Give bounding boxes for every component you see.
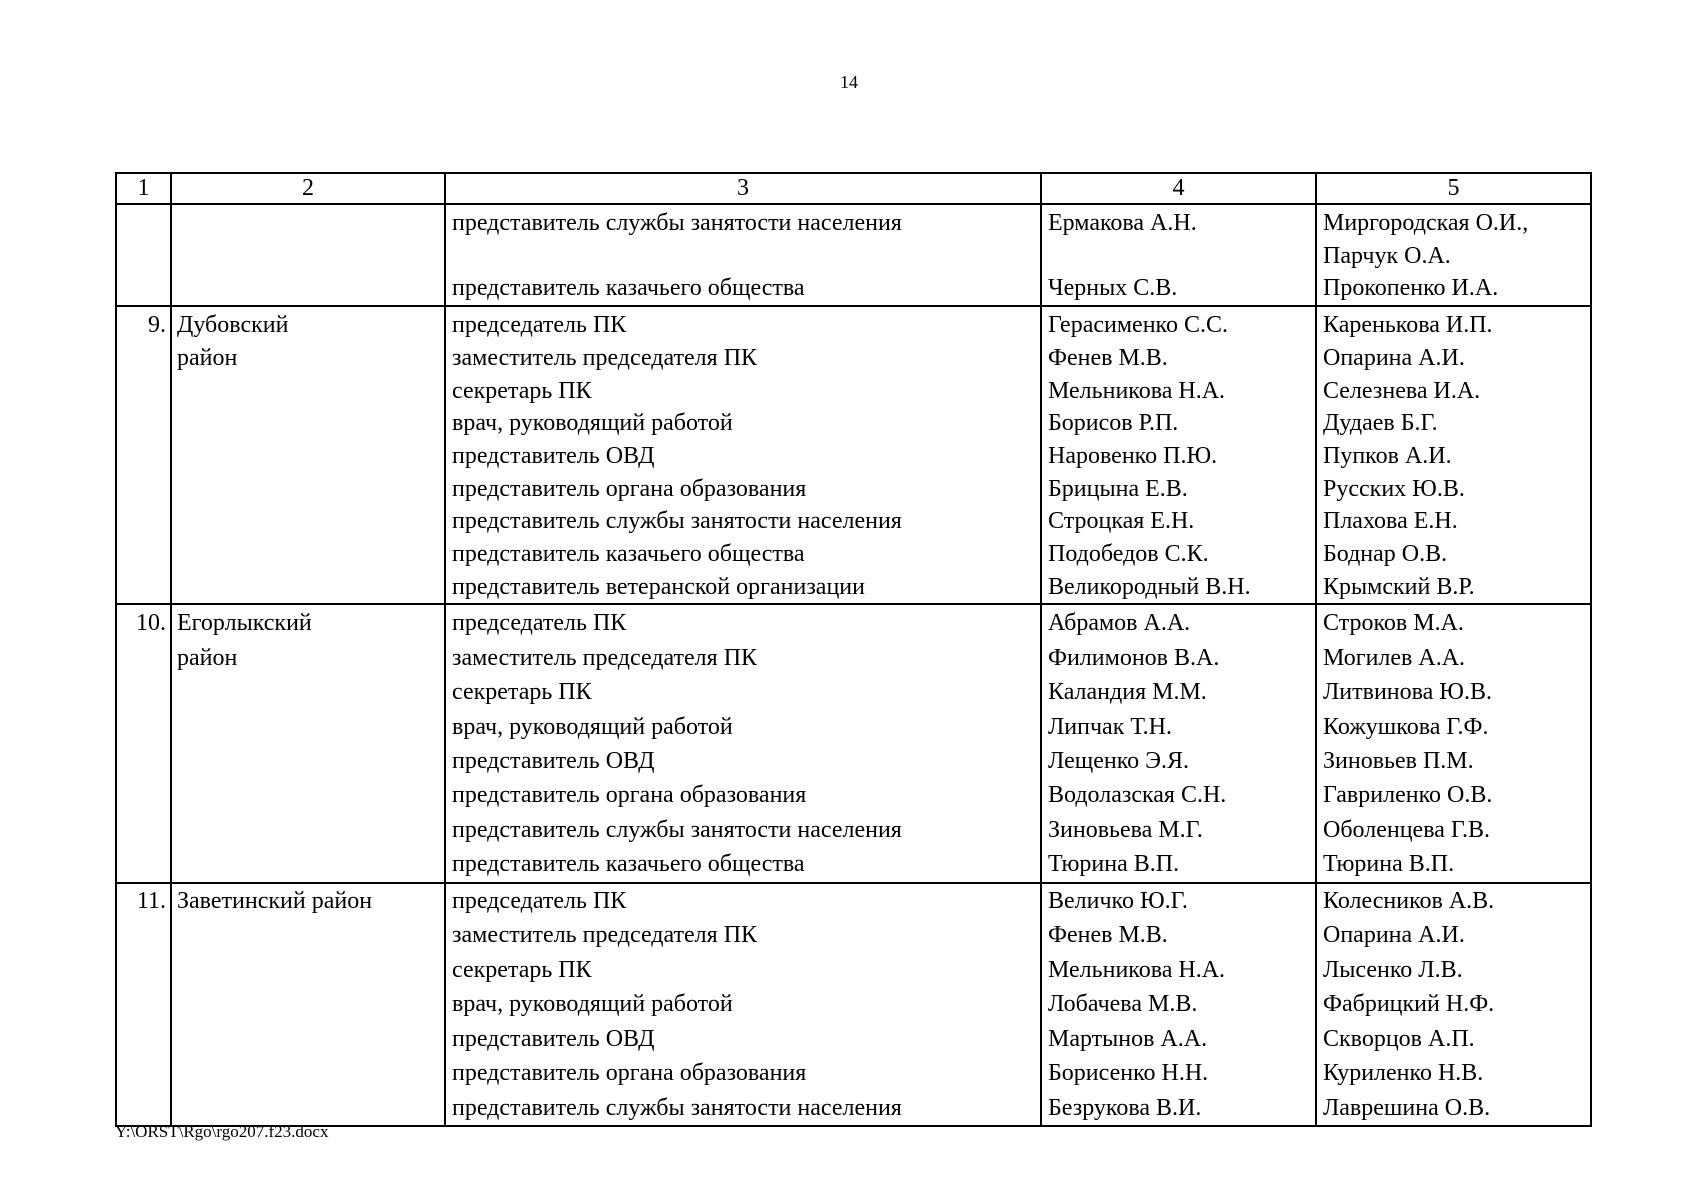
role-line: представитель казачьего общества xyxy=(452,541,805,568)
reserve-line: Опарина А.И. xyxy=(1323,344,1465,371)
role-line xyxy=(452,240,1040,273)
roles-cell xyxy=(445,604,1041,882)
role-line: представитель органа образования xyxy=(452,1060,807,1087)
member-line: Фенев М.В. xyxy=(1048,344,1168,371)
footer-file-path: Y:\ORST\Rgo\rgo207.f23.docx xyxy=(115,1122,329,1141)
member-line: Великородный В.Н. xyxy=(1048,573,1251,600)
member-line: Мартынов А.А. xyxy=(1048,1025,1208,1052)
district-line: район xyxy=(177,344,238,371)
table-row-continuation xyxy=(116,204,1591,306)
header-cell: 4 xyxy=(1041,173,1316,204)
member-line: Мельникова Н.А. xyxy=(1048,956,1226,983)
reserve-line: Могилев А.А. xyxy=(1323,644,1466,671)
member-line: Величко Ю.Г. xyxy=(1048,887,1188,914)
reserve-line: Пупков А.И. xyxy=(1323,442,1452,469)
role-line: представитель органа образования xyxy=(452,782,807,809)
role-line: представитель службы занятости населения xyxy=(452,1094,902,1121)
role-line: секретарь ПК xyxy=(452,377,592,404)
member-line: Каландия М.М. xyxy=(1048,679,1207,706)
reserve-line: Миргородская О.И., xyxy=(1323,210,1529,236)
role-line: представитель казачьего общества xyxy=(452,851,805,878)
member-line: Черных С.В. xyxy=(1048,275,1178,302)
role-line: представитель службы занятости населения xyxy=(452,210,902,236)
roles-cell xyxy=(445,883,1041,1127)
reserve-line: Селезнева И.А. xyxy=(1323,377,1481,404)
reserve-line: Куриленко Н.В. xyxy=(1323,1060,1484,1087)
row-number-cell: 9. xyxy=(116,306,171,604)
table-row-district-11 xyxy=(116,883,1591,1127)
district-line: Дубовский xyxy=(177,312,289,339)
role-line: заместитель председателя ПК xyxy=(452,344,758,371)
member-line: Борисенко Н.Н. xyxy=(1048,1060,1209,1087)
role-line: секретарь ПК xyxy=(452,679,592,706)
reserve-line: Лаврешина О.В. xyxy=(1323,1094,1491,1121)
roles-cell xyxy=(445,306,1041,604)
reserve-line: Плахова Е.Н. xyxy=(1323,508,1458,535)
member-line: Наровенко П.Ю. xyxy=(1048,442,1218,469)
table-row-district-9 xyxy=(116,306,1591,604)
district-cell xyxy=(171,306,445,604)
member-line: Зиновьева М.Г. xyxy=(1048,816,1203,843)
table-header-row xyxy=(116,173,1591,204)
reserve-line: Парчук О.А. xyxy=(1323,242,1451,269)
reserve-line: Строков М.А. xyxy=(1323,610,1464,637)
reserve-line: Фабрицкий Н.Ф. xyxy=(1323,991,1495,1018)
reserves-cell xyxy=(1316,604,1591,882)
reserve-line: Дудаев Б.Г. xyxy=(1323,410,1438,437)
reserve-line: Скворцов А.П. xyxy=(1323,1025,1475,1052)
district-line: Егорлыкский xyxy=(177,610,312,637)
member-line: Герасименко С.С. xyxy=(1048,312,1228,339)
reserve-line: Лысенко Л.В. xyxy=(1323,956,1463,983)
header-cell: 3 xyxy=(445,173,1041,204)
reserve-line: Прокопенко И.А. xyxy=(1323,275,1499,302)
header-cell: 1 xyxy=(116,173,171,204)
member-line: Тюрина В.П. xyxy=(1048,851,1180,878)
reserve-line: Тюрина В.П. xyxy=(1323,851,1455,878)
row-number-cell: 10. xyxy=(116,604,171,882)
role-line: врач, руководящий работой xyxy=(452,410,733,437)
role-line: врач, руководящий работой xyxy=(452,991,733,1018)
roles-cell xyxy=(445,204,1041,306)
role-line: представитель службы занятости населения xyxy=(452,816,902,843)
role-line: представитель органа образования xyxy=(452,475,807,502)
header-cell: 5 xyxy=(1316,173,1591,204)
reserve-line: Боднар О.В. xyxy=(1323,541,1448,568)
members-cell xyxy=(1041,604,1316,882)
member-line: Филимонов В.А. xyxy=(1048,644,1220,671)
members-cell xyxy=(1041,883,1316,1127)
district-line: Заветинский район xyxy=(177,887,373,914)
member-line: Брицына Е.В. xyxy=(1048,475,1188,502)
role-line: представитель ОВД xyxy=(452,748,655,775)
role-line: врач, руководящий работой xyxy=(452,713,733,740)
commission-table xyxy=(115,172,1592,1127)
member-line: Строцкая Е.Н. xyxy=(1048,508,1195,535)
reserve-line: Литвинова Ю.В. xyxy=(1323,679,1492,706)
role-line: представитель службы занятости населения xyxy=(452,508,902,535)
member-line: Подобедов С.К. xyxy=(1048,541,1209,568)
member-line: Фенев М.В. xyxy=(1048,922,1168,949)
role-line: заместитель председателя ПК xyxy=(452,922,758,949)
header-cell: 2 xyxy=(171,173,445,204)
member-line: Липчак Т.Н. xyxy=(1048,713,1172,740)
role-line: заместитель председателя ПК xyxy=(452,644,758,671)
reserves-cell xyxy=(1316,306,1591,604)
member-line: Мельникова Н.А. xyxy=(1048,377,1226,404)
member-line: Лобачева М.В. xyxy=(1048,991,1198,1018)
member-line: Абрамов А.А. xyxy=(1048,610,1191,637)
reserve-line: Русских Ю.В. xyxy=(1323,475,1465,502)
member-line: Водолазская С.Н. xyxy=(1048,782,1227,809)
members-cell xyxy=(1041,204,1316,306)
reserve-line: Каренькова И.П. xyxy=(1323,312,1493,339)
table-row-district-10 xyxy=(116,604,1591,882)
row-number-cell xyxy=(116,204,171,306)
reserve-line: Крымский В.Р. xyxy=(1323,573,1475,600)
role-line: представитель ветеранской организации xyxy=(452,573,865,600)
district-cell xyxy=(171,204,445,306)
district-cell xyxy=(171,604,445,882)
member-line: Лещенко Э.Я. xyxy=(1048,748,1190,775)
reserve-line: Колесников А.В. xyxy=(1323,887,1495,914)
member-line: Безрукова В.И. xyxy=(1048,1094,1202,1121)
district-cell xyxy=(171,883,445,1127)
district-line: район xyxy=(177,644,238,671)
reserve-line: Оболенцева Г.В. xyxy=(1323,816,1491,843)
reserves-cell xyxy=(1316,204,1591,306)
role-line: представитель казачьего общества xyxy=(452,275,805,302)
role-line: председатель ПК xyxy=(452,610,627,637)
member-line: Ермакова А.Н. xyxy=(1048,210,1197,236)
reserve-line: Гавриленко О.В. xyxy=(1323,782,1493,809)
role-line: секретарь ПК xyxy=(452,956,592,983)
page-number: 14 xyxy=(840,72,858,92)
reserve-line: Кожушкова Г.Ф. xyxy=(1323,713,1489,740)
role-line: председатель ПК xyxy=(452,887,627,914)
row-number-cell: 11. xyxy=(116,883,171,1127)
reserves-cell xyxy=(1316,883,1591,1127)
reserve-line: Зиновьев П.М. xyxy=(1323,748,1474,775)
member-line xyxy=(1048,240,1315,273)
members-cell xyxy=(1041,306,1316,604)
reserve-line: Опарина А.И. xyxy=(1323,922,1465,949)
role-line: представитель ОВД xyxy=(452,442,655,469)
role-line: председатель ПК xyxy=(452,312,627,339)
role-line: представитель ОВД xyxy=(452,1025,655,1052)
member-line: Борисов Р.П. xyxy=(1048,410,1179,437)
